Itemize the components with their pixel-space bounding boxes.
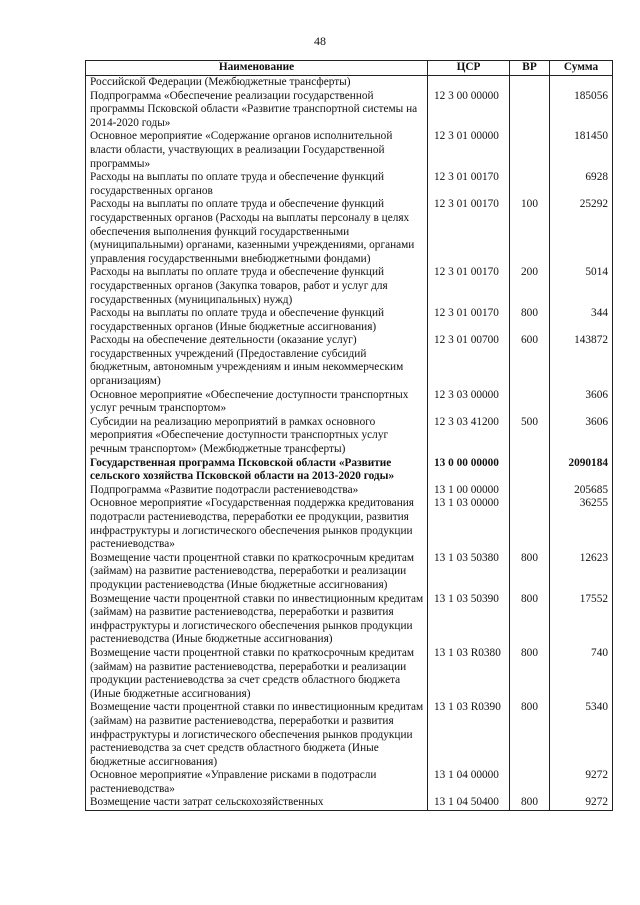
cell-name: Расходы на выплаты по оплате труда и обеспечение функций государственных органов xyxy=(86,171,428,198)
cell-name: Расходы на выплаты по оплате труда и обеспечение функций государственных органов (Иные бюджетные ассигнования) xyxy=(86,307,428,334)
cell-name: Подпрограмма «Обеспечение реализации государственной программы Псковской области «Развитие транспортной системы на 2014-2020 годы» xyxy=(86,90,428,131)
cell-name: Российской Федерации (Межбюджетные трансферты) xyxy=(86,76,428,90)
table-row xyxy=(86,552,613,593)
cell-sum: 185056 xyxy=(550,90,613,131)
table-row xyxy=(86,647,613,701)
cell-sum: 6928 xyxy=(550,171,613,198)
cell-sum: 344 xyxy=(550,307,613,334)
cell-vr xyxy=(510,389,550,416)
cell-sum: 181450 xyxy=(550,130,613,171)
cell-vr xyxy=(510,484,550,498)
cell-csr: 12 3 03 41200 xyxy=(428,416,510,457)
cell-csr: 12 3 03 00000 xyxy=(428,389,510,416)
cell-name: Субсидии на реализацию мероприятий в рамках основного мероприятия «Обеспечение доступности транспортных услуг речным транспортом» (Межбюджетные трансферты) xyxy=(86,416,428,457)
table-row xyxy=(86,90,613,131)
cell-name: Основное мероприятие «Управление рисками в подотрасли растениеводства» xyxy=(86,769,428,796)
cell-csr: 13 1 00 00000 xyxy=(428,484,510,498)
page-number: 48 xyxy=(314,34,326,48)
cell-name: Возмещение части затрат сельскохозяйственных xyxy=(86,796,428,810)
table-row xyxy=(86,334,613,388)
cell-sum: 12623 xyxy=(550,552,613,593)
cell-csr: 13 0 00 00000 xyxy=(428,457,510,484)
cell-name: Подпрограмма «Развитие подотрасли растениеводства» xyxy=(86,484,428,498)
cell-sum: 5014 xyxy=(550,266,613,307)
cell-sum: 5340 xyxy=(550,701,613,769)
cell-csr: 12 3 01 00170 xyxy=(428,266,510,307)
cell-vr xyxy=(510,497,550,551)
cell-csr: 13 1 03 50390 xyxy=(428,593,510,647)
cell-csr xyxy=(428,76,510,90)
cell-sum: 36255 xyxy=(550,497,613,551)
cell-vr: 800 xyxy=(510,796,550,810)
table-row xyxy=(86,701,613,769)
table-row xyxy=(86,171,613,198)
cell-sum: 740 xyxy=(550,647,613,701)
table-row xyxy=(86,457,613,484)
table-row xyxy=(86,266,613,307)
cell-vr: 800 xyxy=(510,647,550,701)
cell-csr: 12 3 01 00700 xyxy=(428,334,510,388)
cell-csr: 13 1 03 00000 xyxy=(428,497,510,551)
table-row xyxy=(86,593,613,647)
cell-csr: 13 1 03 R0380 xyxy=(428,647,510,701)
cell-sum: 25292 xyxy=(550,198,613,266)
cell-csr: 12 3 01 00000 xyxy=(428,130,510,171)
cell-sum: 9272 xyxy=(550,769,613,796)
cell-vr: 200 xyxy=(510,266,550,307)
cell-name: Основное мероприятие «Государственная поддержка кредитования подотрасли растениеводства, переработки ее продукции, развития инфраструктуры и логистического обеспечения рынков продукции растениеводства» xyxy=(86,497,428,551)
cell-name: Расходы на обеспечение деятельности (оказание услуг) государственных учреждений (Предоставление субсидий бюджетным, автономным учреждениям и иным некоммерческим организациям) xyxy=(86,334,428,388)
cell-vr xyxy=(510,171,550,198)
table-body xyxy=(86,76,613,811)
cell-csr: 12 3 01 00170 xyxy=(428,171,510,198)
cell-vr xyxy=(510,769,550,796)
table-row xyxy=(86,76,613,90)
cell-vr xyxy=(510,457,550,484)
cell-csr: 13 1 03 R0390 xyxy=(428,701,510,769)
cell-sum: 3606 xyxy=(550,416,613,457)
table-row xyxy=(86,484,613,498)
cell-vr: 800 xyxy=(510,307,550,334)
cell-name: Возмещение части процентной ставки по инвестиционным кредитам (займам) на развитие растениеводства, переработки и развития инфраструктуры и логистического обеспечения рынков продукции растениеводства за счет средств областного бюджета (Иные бюджетные ассигнования) xyxy=(86,701,428,769)
cell-sum: 3606 xyxy=(550,389,613,416)
cell-name: Расходы на выплаты по оплате труда и обеспечение функций государственных органов (Закупка товаров, работ и услуг для государственных (муниципальных) нужд) xyxy=(86,266,428,307)
cell-csr: 12 3 01 00170 xyxy=(428,307,510,334)
cell-csr: 12 3 01 00170 xyxy=(428,198,510,266)
cell-csr: 13 1 04 50400 xyxy=(428,796,510,810)
header-sum: Сумма xyxy=(550,61,613,76)
cell-name: Основное мероприятие «Обеспечение доступности транспортных услуг речным транспортом» xyxy=(86,389,428,416)
cell-sum: 9272 xyxy=(550,796,613,810)
cell-vr xyxy=(510,130,550,171)
table-header-row xyxy=(86,61,613,76)
header-name: Наименование xyxy=(86,61,428,76)
table-row xyxy=(86,769,613,796)
cell-vr: 800 xyxy=(510,701,550,769)
cell-sum: 2090184 xyxy=(550,457,613,484)
table-row xyxy=(86,389,613,416)
table-row xyxy=(86,796,613,810)
cell-name: Возмещение части процентной ставки по инвестиционным кредитам (займам) на развитие растениеводства, переработки и развития инфраструктуры и логистического обеспечения рынков продукции растениеводства (Иные бюджетные ассигнования) xyxy=(86,593,428,647)
cell-name: Расходы на выплаты по оплате труда и обеспечение функций государственных органов (Расходы на выплаты персоналу в целях обеспечения выполнения функций государственными (муниципальными) органами, казенными учреждениями, органами управления государственными внебюджетными фондами) xyxy=(86,198,428,266)
cell-vr: 800 xyxy=(510,593,550,647)
cell-csr: 13 1 03 50380 xyxy=(428,552,510,593)
cell-name: Возмещение части процентной ставки по краткосрочным кредитам (займам) на развитие растениеводства, переработки и реализации продукции растениеводства (Иные бюджетные ассигнования) xyxy=(86,552,428,593)
cell-sum: 205685 xyxy=(550,484,613,498)
cell-csr: 12 3 00 00000 xyxy=(428,90,510,131)
cell-name: Основное мероприятие «Содержание органов исполнительной власти области, участвующих в реализации Государственной программы» xyxy=(86,130,428,171)
cell-vr: 100 xyxy=(510,198,550,266)
cell-sum xyxy=(550,76,613,90)
table-row xyxy=(86,198,613,266)
budget-table xyxy=(85,60,613,811)
cell-name: Возмещение части процентной ставки по краткосрочным кредитам (займам) на развитие растениеводства, переработки и реализации продукции растениеводства за счет средств областного бюджета (Иные бюджетные ассигнования) xyxy=(86,647,428,701)
table-row xyxy=(86,307,613,334)
cell-csr: 13 1 04 00000 xyxy=(428,769,510,796)
header-csr: ЦСР xyxy=(428,61,510,76)
cell-vr: 800 xyxy=(510,552,550,593)
cell-sum: 143872 xyxy=(550,334,613,388)
table-row xyxy=(86,497,613,551)
header-vr: ВР xyxy=(510,61,550,76)
table-row xyxy=(86,416,613,457)
cell-sum: 17552 xyxy=(550,593,613,647)
cell-name: Государственная программа Псковской области «Развитие сельского хозяйства Псковской области на 2013-2020 годы» xyxy=(86,457,428,484)
cell-vr xyxy=(510,76,550,90)
table-row xyxy=(86,130,613,171)
cell-vr xyxy=(510,90,550,131)
cell-vr: 600 xyxy=(510,334,550,388)
cell-vr: 500 xyxy=(510,416,550,457)
